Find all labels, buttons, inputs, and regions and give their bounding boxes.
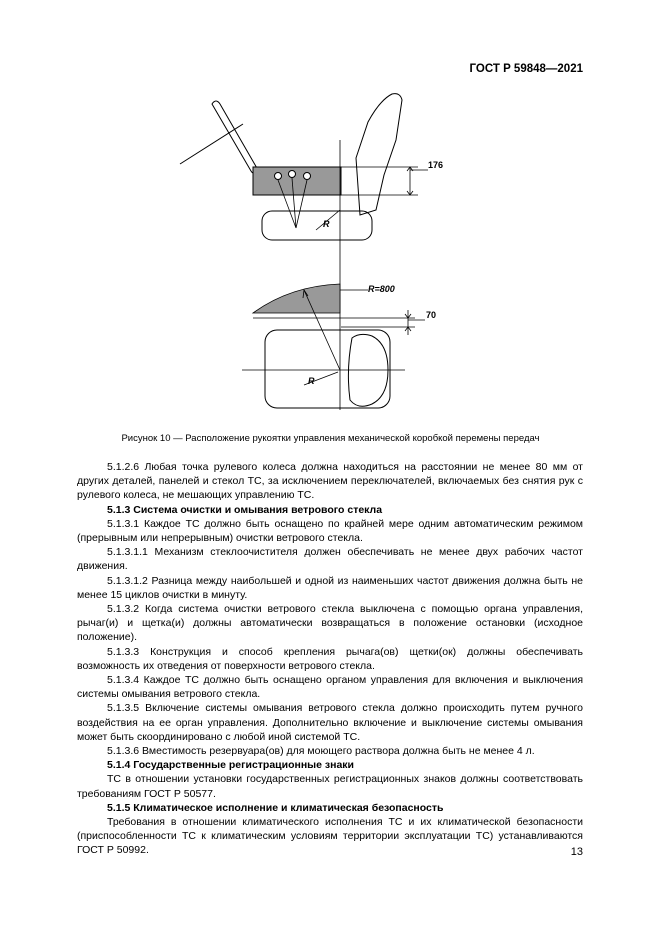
- paragraph: 5.1.3.3 Конструкция и способ крепления рычага(ов) щетки(ок) должны обеспечивать возможность их отведения от поверхности ветрового стекла.: [77, 645, 583, 672]
- page-number: 13: [570, 846, 583, 858]
- label-r800: R=800: [368, 284, 395, 294]
- paragraph: 5.1.3.4 Каждое ТС должно быть оснащено органом управления для включения и выключения системы омывания ветрового стекла.: [77, 674, 583, 701]
- figure-caption: Рисунок 10 — Расположение рукоятки управления механической коробкой перемены передач: [121, 433, 540, 444]
- paragraph: 5.1.3.1.2 Разница между наибольшей и одной из наименьших частот движения должна быть не менее 15 циклов очистки в минуту.: [77, 574, 583, 601]
- arc-zone-r800: [253, 284, 340, 313]
- paragraph: 5.1.3.5 Включение системы омывания ветрового стекла должно происходить путем ручного воздействия на ее орган управления. Дополнительно включение и выключение системы омывания может быть скоординировано с любой иной системой ТС.: [77, 702, 583, 743]
- seat-backrest: [356, 94, 402, 215]
- dimension-70: [253, 310, 425, 335]
- paragraph: ТС в отношении установки государственных регистрационных знаков должны соответствовать требованиям ГОСТ Р 50577.: [77, 773, 583, 800]
- seat-cushion-top: [262, 211, 372, 240]
- label-dim-176: 176: [428, 160, 444, 170]
- paragraph: 5.1.2.6 Любая точка рулевого колеса должна находиться на расстоянии не менее 80 мм от других деталей, панелей и стекол ТС, за исключением переключателей, включаемых без снятия рук с рулевого колеса, не мешающих управлению ТС.: [77, 461, 583, 502]
- label-dim-70: 70: [426, 310, 437, 320]
- label-r-bottom: R: [308, 376, 315, 386]
- paragraph: Требования в отношении климатического исполнения ТС и их климатической безопасности (приспособленности ТС к климатическим условиям территории эксплуатации ТС) устанавливаются ГОСТ Р 50992.: [77, 816, 583, 857]
- paragraph: 5.1.3.6 Вместимость резервуара(ов) для моющего раствора должна быть не менее 4 л.: [107, 745, 535, 758]
- document-header: ГОСТ Р 59848—2021: [469, 63, 583, 75]
- section-heading: 5.1.3 Система очистки и омывания ветрового стекла: [107, 503, 383, 516]
- label-r-top: R: [323, 219, 330, 229]
- body-text: [77, 460, 583, 858]
- paragraph: 5.1.3.1.1 Механизм стеклоочистителя должен обеспечивать не менее двух рабочих частот движения.: [77, 546, 583, 573]
- dimension-176: [341, 167, 428, 195]
- handle-zone: [253, 167, 341, 195]
- paragraph: 5.1.3.2 Когда система очистки ветрового стекла выключена с помощью органа управления, рычаг(и) и щетка(и) должны автоматически возвращаться в положение остановки (исходное положение).: [77, 603, 583, 644]
- figure-gear-lever-diagram: [0, 0, 661, 430]
- section-heading: 5.1.4 Государственные регистрационные знаки: [107, 759, 355, 772]
- paragraph: 5.1.3.1 Каждое ТС должно быть оснащено по крайней мере одним автоматическим режимом (прерывным или непрерывным) очистки ветрового стекла.: [77, 517, 583, 545]
- gear-lever: [180, 101, 258, 173]
- section-heading: 5.1.5 Климатическое исполнение и климатическая безопасность: [107, 801, 444, 814]
